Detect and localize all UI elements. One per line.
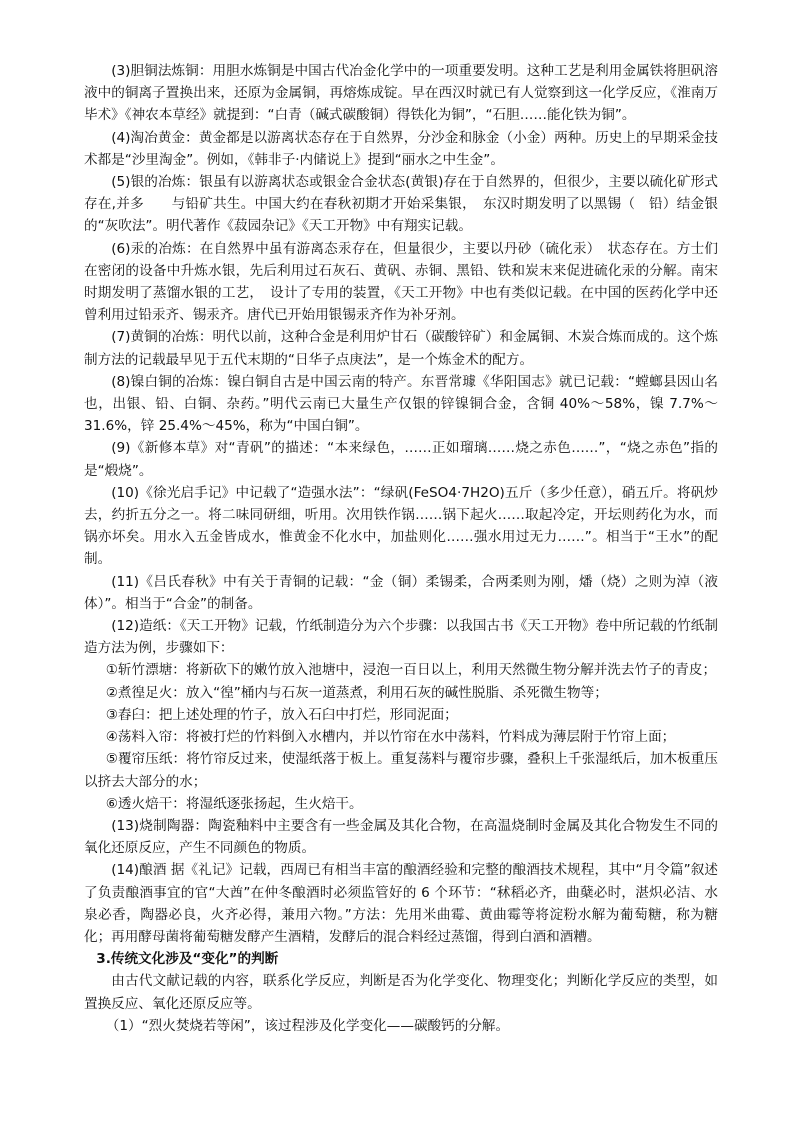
- paragraph-7-brass: (7)黄铜的冶炼：明代以前，这种合金是利用炉甘石（碳酸锌矿）和金属铜、木炭合炼而成的。这个炼制方法的记载最早见于五代末期的“日华子点庚法”，是一个炼金术的配方。: [84, 329, 718, 368]
- paragraph-12-papermaking: (12)造纸：《天工开物》记载，竹纸制造分为六个步骤：以我国古书《天工开物》卷中所记载的竹纸制造方法为例，步骤如下：: [84, 618, 718, 657]
- section-paragraph: 由古代文献记载的内容，联系化学反应，判断是否为化学变化、物理变化；判断化学反应的类型，如置换反应、氧化还原反应等。: [84, 973, 718, 1012]
- papermaking-step-4: ④荡料入帘：将被打烂的竹料倒入水槽内，并以竹帘在水中荡料，竹料成为薄层附于竹帘上面；: [105, 729, 676, 746]
- document-page: [84, 60, 718, 1037]
- paragraph-9-green-vitriol: (9)《新修本草》对“青矾”的描述：“本来绿色，……正如瑠璃……烧之赤色……”，“烧之赤色”指的是“煅烧”。: [84, 440, 718, 479]
- papermaking-step-6: ⑥透火焙干：将湿纸逐张扬起，生火焙干。: [105, 795, 363, 812]
- paragraph-10-strong-water: (10)《徐光启手记》中记载了“造强水法”：“绿矾(FeSO4·7H2O)五斤（多少任意），硝五斤。将矾炒去，约折五分之一。将二味同研细，听用。次用铁作锅……锅下起火……取起冷定，开坛则药化为水，而锅亦坏矣。用水入五金皆成水，惟黄金不化水中，加盐则化……强水用过无力……”。相当于“王水”的配制。: [84, 484, 718, 568]
- paragraph-8-nickel-copper: (8)镍白铜的冶炼：镍白铜自古是中国云南的特产。东晋常璩《华阳国志》就已记载：“螳螂县因山名也，出银、铅、白铜、杂药。”明代云南已大量生产仅银的锌镍铜合金，含铜 40%～58%，镍 7.7%～31.6%，锌 25.4%～45%，称为“中国白铜”。: [84, 373, 718, 435]
- section-item-1: （1）“烈火焚烧若等闲”，该过程涉及化学变化——碳酸钙的分解。: [105, 1017, 510, 1034]
- section-title: 3.传统文化涉及“变化”的判断: [96, 951, 279, 968]
- papermaking-step-2: ②煮徨足火：放入“徨”桶内与石灰一道蒸煮，利用石灰的碱性脱脂、杀死微生物等；: [105, 684, 608, 701]
- paragraph-3-bile-copper: (3)胆铜法炼铜：用胆水炼铜是中国古代冶金化学中的一项重要发明。这种工艺是利用金属铁将胆矾溶液中的铜离子置换出来，还原为金属铜，再熔炼成锭。早在西汉时就已有人觉察到这一化学反应，《淮南万毕术》《神农本草经》就提到：“白青（碱式碳酸铜）得铁化为铜”，“石胆……能化铁为铜”。: [84, 63, 718, 124]
- papermaking-step-1: ①斩竹漂塘：将新砍下的嫩竹放入池塘中，浸泡一百日以上，利用天然微生物分解并洗去竹子的青皮；: [105, 662, 717, 679]
- paragraph-11-bronze: (11)《吕氏春秋》中有关于青铜的记载：“金（铜）柔锡柔，合两柔则为刚，燔（烧）之则为淖（液体）”。相当于“合金”的制备。: [84, 573, 718, 612]
- papermaking-step-3: ③舂臼：把上述处理的竹子，放入石臼中打烂，形同泥面；: [105, 706, 458, 723]
- paragraph-4-gold: (4)淘冶黄金：黄金都是以游离状态存在于自然界，分沙金和脉金（小金）两种。历史上的早期采金技术都是“沙里淘金”。例如，《韩非子·内储说上》提到“丽水之中生金”。: [84, 129, 718, 168]
- paragraph-14-brewing: (14)酿酒 据《礼记》记载，西周已有相当丰富的酿酒经验和完整的酿酒技术规程，其中“月令篇”叙述了负责酿酒事宜的官“大酋”在仲冬酿酒时必须监管好的 6 个环节：“秫稻必齐，曲蘖必时，湛炽必洁、水泉必香，陶器必良，火齐必得，兼用六物。”方法：先用米曲霉、黄曲霉等将淀粉水解为葡萄糖，称为糖化；再用酵母菌将葡萄糖发酵产生酒精，发酵后的混合料经过蒸馏，得到白酒和酒糟。: [84, 862, 718, 945]
- paragraph-13-pottery: (13)烧制陶器：陶瓷釉料中主要含有一些金属及其化合物，在高温烧制时金属及其化合物发生不同的氧化还原反应，产生不同颜色的物质。: [84, 817, 718, 857]
- papermaking-step-5: ⑤覆帘压纸：将竹帘反过来，使湿纸落于板上。重复荡料与覆帘步骤，叠积上千张湿纸后，加木板重压以挤去大部分的水；: [84, 751, 718, 790]
- paragraph-6-mercury: (6)汞的冶炼：在自然界中虽有游离态汞存在，但量很少，主要以丹砂（硫化汞） 状态存在。方士们在密闭的设备中升炼水银，先后利用过石灰石、黄矾、赤铜、黑铅、铁和炭末来促进硫化汞的分解。南宋时期发明了蒸馏水银的工艺， 设计了专用的装置，《天工开物》中也有类似记载。在中国的医药化学中还曾利用过铅汞齐、锡汞齐。唐代已开始用银锡汞齐作为补牙剂。: [84, 240, 718, 324]
- paragraph-5-silver: (5)银的冶炼：银虽有以游离状态或银金合金状态(黄银)存在于自然界的，但很少，主要以硫化矿形式存在,并多 与铅矿共生。中国大约在春秋初期才开始采集银， 东汉时期发明了以黑锡（ 铅）结金银的“灰吹法”。明代著作《菽园杂记》《天工开物》中有翔实记载。: [84, 174, 718, 235]
